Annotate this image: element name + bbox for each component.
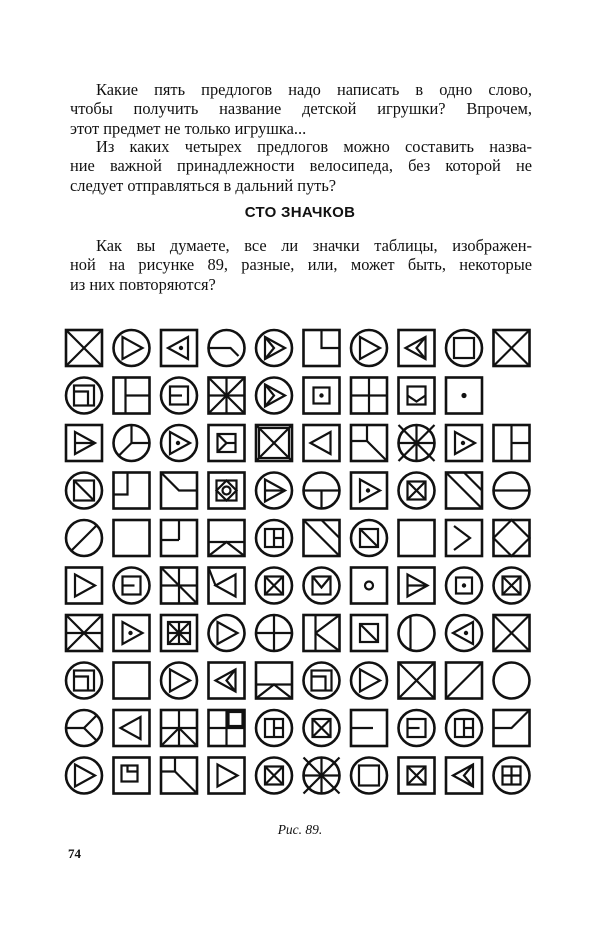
text-line: этот предмет не только игрушка... <box>70 118 307 138</box>
sign-square-star8-icon <box>209 378 245 414</box>
sign-circle-box-e-icon <box>114 568 150 604</box>
sign-square-tri-l-icon <box>114 710 150 746</box>
sign-square-tri-l-icon <box>304 425 340 461</box>
sign-square-cross-icon <box>351 378 387 414</box>
sign-square-x-icon <box>494 615 530 651</box>
sign-square-tri-r-icon <box>209 758 245 794</box>
sign-square-tri-r-icon <box>66 568 102 604</box>
sign-circle-box-diag-icon <box>351 520 387 556</box>
sign-circle-vline-l-icon <box>399 615 435 651</box>
sign-circle-tri-r-icon <box>114 330 150 366</box>
sign-circle-box-e-icon <box>399 710 435 746</box>
text-line: чтобы получить название детской игрушки? Впрочем, <box>70 99 532 119</box>
sign-square-tri-r-dot-icon <box>114 615 150 651</box>
sign-square-half-x-icon <box>66 615 102 651</box>
sign-square-diag-br-icon <box>446 663 482 699</box>
sign-circle-sq-icon <box>446 330 482 366</box>
sign-circle-sq-tick-icon <box>66 378 102 414</box>
sign-square-corner-tl-icon <box>114 473 150 509</box>
sign-circle-box-dot-icon <box>446 568 482 604</box>
sign-circle-hline-dip-icon <box>209 330 245 366</box>
section-heading: СТО ЗНАЧКОВ <box>244 204 356 221</box>
sign-circle-sq-diag-icon <box>66 473 102 509</box>
text-line: следует отправляться в дальний путь? <box>70 175 337 195</box>
sign-square-diag-tr-icon <box>446 473 482 509</box>
sign-square-star-box-icon <box>161 615 197 651</box>
text-line: ной на рисунке 89, разные, или, может быть, некоторые <box>70 255 532 275</box>
sign-circle-box-split-icon <box>256 710 292 746</box>
sign-circle-box-v-icon <box>304 568 340 604</box>
sign-square-box-diag-icon <box>351 615 387 651</box>
sign-square-roof-icon <box>209 520 245 556</box>
text-line: Как вы думаете, все ли значки таблицы, изображен- <box>96 236 532 255</box>
sign-square-corner-tr-icon <box>304 330 340 366</box>
sign-square-corner-tl2-icon <box>161 758 197 794</box>
sign-square-tri-l-ray-icon <box>209 568 245 604</box>
sign-circle-star8-icon <box>399 425 435 461</box>
sign-square-quarter-icon <box>161 520 197 556</box>
sign-square-empty-icon <box>399 520 435 556</box>
sign-circle-tri-r-dot-icon <box>161 425 197 461</box>
sign-square-tri-l-lines-icon <box>399 330 435 366</box>
sign-circle-tri-r-icon <box>66 758 102 794</box>
sign-circle-tri-r-icon <box>351 330 387 366</box>
sign-circle-box-cross-icon <box>494 758 530 794</box>
sign-circle-empty-icon <box>494 663 530 699</box>
sign-circle-hline-icon <box>494 473 530 509</box>
sign-square-tri-r-dot-icon <box>351 473 387 509</box>
sign-square-dot-icon <box>446 378 482 414</box>
sign-square-tri-r-lines-icon <box>399 568 435 604</box>
figure-caption: Рис. 89. <box>277 822 323 837</box>
sign-square-tee-l-icon <box>351 710 387 746</box>
paragraph-puzzle-toy <box>70 80 532 138</box>
sign-square-x-half-icon <box>399 663 435 699</box>
sign-circle-tri-r-icon <box>351 663 387 699</box>
sign-square-chevron-icon <box>446 520 482 556</box>
sign-circle-box-x-icon <box>256 568 292 604</box>
sign-square-split-h-icon <box>114 663 150 699</box>
sign-circle-diag-icon <box>66 520 102 556</box>
sign-square-box-x-icon <box>399 758 435 794</box>
sign-circle-box-x-icon <box>494 568 530 604</box>
sign-circle-box-x-icon <box>304 710 340 746</box>
sign-circle-cross-icon <box>256 615 292 651</box>
sign-circle-tee-icon <box>304 473 340 509</box>
sign-circle-tri-r-lines-icon <box>256 473 292 509</box>
sign-square-fan-tl-icon <box>161 568 197 604</box>
sign-square-corner-lines-icon <box>351 425 387 461</box>
sign-square-empty-icon <box>114 520 150 556</box>
sign-circle-box-split-icon <box>256 520 292 556</box>
sign-circle-star8-icon <box>304 758 340 794</box>
sign-square-box-corner-icon <box>209 710 245 746</box>
sign-square-roof-icon <box>256 663 292 699</box>
sign-square-circle-dot-icon <box>351 568 387 604</box>
sign-square-tri-r-lines-icon <box>66 425 102 461</box>
sign-square-cross-x-icon <box>161 710 197 746</box>
text-line: ние важной принадлежности велосипеда, без которой не <box>70 156 532 176</box>
sign-square-box-env-icon <box>399 378 435 414</box>
text-line: Какие пять предлогов надо написать в одно слово, <box>96 80 532 99</box>
sign-circle-pie-icon <box>114 425 150 461</box>
sign-square-slash-icon <box>494 710 530 746</box>
text-line: Из каких четырех предлогов можно составить назва- <box>96 137 532 156</box>
sign-circle-box-split-icon <box>446 710 482 746</box>
sign-square-tri-l-dot-icon <box>161 330 197 366</box>
sign-square-tri-l-lines-icon <box>446 758 482 794</box>
sign-square-x-icon <box>494 330 530 366</box>
sign-square-tri-l-lines-icon <box>209 663 245 699</box>
sign-circle-peace-icon <box>66 710 102 746</box>
sign-square-x-icon <box>66 330 102 366</box>
sign-circle-tri-r-icon <box>209 615 245 651</box>
sign-circle-box-x-icon <box>256 758 292 794</box>
sign-square-env-open-icon <box>161 473 197 509</box>
page-number: 74 <box>68 846 81 861</box>
sign-circle-box-e-icon <box>161 378 197 414</box>
sign-square-split-box-icon <box>114 378 150 414</box>
sign-circle-tri-l-dot-icon <box>446 615 482 651</box>
sign-square-diamond-icon <box>494 520 530 556</box>
paragraph-hundred-signs <box>70 236 532 294</box>
sign-circle-sq-icon <box>351 758 387 794</box>
sign-circle-box-x-icon <box>399 473 435 509</box>
paragraph-puzzle-bicycle <box>70 137 532 195</box>
sign-circle-sq-tick-icon <box>66 663 102 699</box>
sign-circle-sq-tick-icon <box>304 663 340 699</box>
figure-89-icon-grid <box>62 326 542 806</box>
sign-square-diamond-sq-icon <box>209 473 245 509</box>
sign-circle-tri-r-icon <box>161 663 197 699</box>
sign-square-split-icon <box>494 425 530 461</box>
text-line: из них повторяются? <box>70 274 216 294</box>
sign-square-k-icon <box>304 615 340 651</box>
sign-square-corner-box-icon <box>114 758 150 794</box>
sign-square-dot-box-icon <box>304 378 340 414</box>
sign-circle-tri-r-inner-icon <box>256 330 292 366</box>
sign-circle-tri-r-inner-icon <box>256 378 292 414</box>
sign-square-diag-tr-icon <box>304 520 340 556</box>
sign-square-tri-r-dot-icon <box>446 425 482 461</box>
sign-square-env-full-icon <box>256 425 292 461</box>
sign-square-box-bow-icon <box>209 425 245 461</box>
